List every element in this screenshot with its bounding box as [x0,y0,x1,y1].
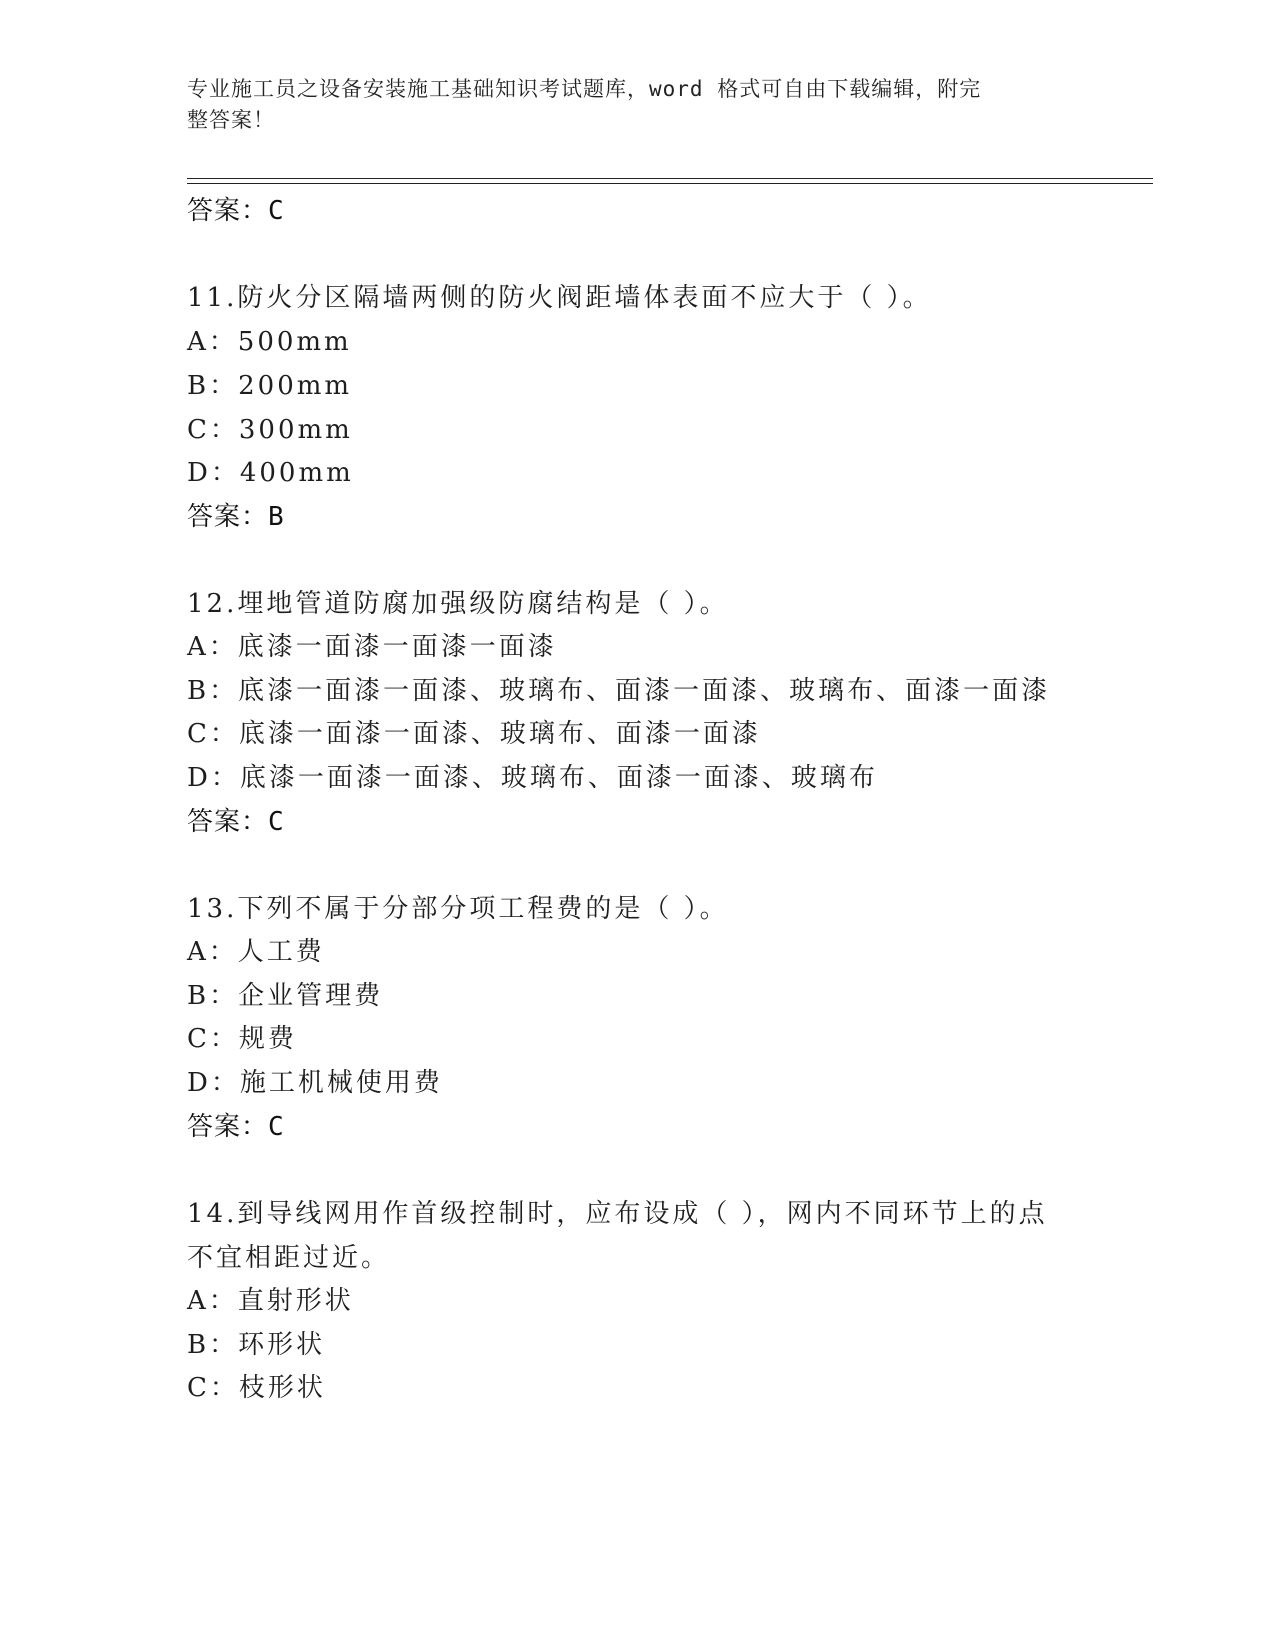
question-13-answer: 答案：C [187,1112,285,1142]
header-line-2: 整答案！ [187,108,275,132]
question-14-option-c: C：枝形状 [187,1373,326,1403]
question-14-option-a: A：直射形状 [187,1286,354,1316]
question-13-option-a: A：人工费 [187,937,325,967]
question-12-option-a: A：底漆一面漆一面漆一面漆 [187,632,557,662]
header-divider-bottom [187,183,1153,184]
document-header [187,74,1067,136]
question-14-option-b: B：环形状 [187,1330,326,1360]
question-11-option-c: C：300mm [187,415,353,445]
question-12-stem: 12.埋地管道防腐加强级防腐结构是（ ）。 [187,589,729,619]
header-divider-top [187,178,1153,179]
question-12-option-d: D：底漆一面漆一面漆、玻璃布、面漆一面漆、玻璃布 [187,763,878,793]
question-12-option-b: B：底漆一面漆一面漆、玻璃布、面漆一面漆、玻璃布、面漆一面漆 [187,676,1051,706]
question-11-option-b: B：200mm [187,371,353,401]
question-14-stem-line-1: 14.到导线网用作首级控制时，应布设成（ ），网内不同环节上的点 [187,1199,1048,1229]
question-11-option-a: A：500mm [187,327,352,357]
question-13-option-d: D：施工机械使用费 [187,1068,443,1098]
question-13-option-c: C：规费 [187,1024,297,1054]
question-11-stem: 11.防火分区隔墙两侧的防火阀距墙体表面不应大于（ ）。 [187,283,932,313]
header-line-1: 专业施工员之设备安装施工基础知识考试题库，word 格式可自由下载编辑，附完 [187,77,982,101]
question-12-option-c: C：底漆一面漆一面漆、玻璃布、面漆一面漆 [187,719,761,749]
question-13-stem: 13.下列不属于分部分项工程费的是（ ）。 [187,894,729,924]
question-11-option-d: D：400mm [187,458,354,488]
question-11-answer: 答案：B [187,502,285,532]
question-13-option-b: B：企业管理费 [187,981,384,1011]
question-12-answer: 答案：C [187,807,285,837]
previous-answer: 答案：C [187,196,285,226]
question-14-stem-line-2: 不宜相距过近。 [187,1243,391,1273]
